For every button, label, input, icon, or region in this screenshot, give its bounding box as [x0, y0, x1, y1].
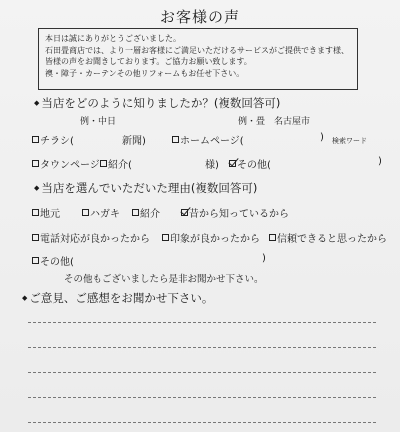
option-referral-q2[interactable]: [132, 205, 160, 220]
option-homepage-label: ホームページ(: [180, 136, 244, 147]
comment-line-2[interactable]: [28, 347, 376, 348]
search-word-label: 検索ワード: [332, 137, 367, 145]
checkbox-local[interactable]: [32, 209, 39, 216]
other-note: その他もございましたら是非お聞かせ下さい。: [64, 274, 264, 285]
question-2-label: 当店を選んでいただいた理由(複数回答可): [41, 181, 258, 195]
notice-box: [38, 28, 358, 90]
notice-line-3: 皆様の声をお聞きしております。ご協力お願い致します。: [45, 57, 252, 66]
checkbox-flyer[interactable]: [32, 136, 39, 143]
option-impression-label: 印象が良かったから: [170, 234, 260, 245]
checkbox-other-q2[interactable]: [32, 257, 39, 264]
question-2: [34, 180, 257, 196]
question-1-label: 当店をどのように知りましたか？(複数回答可): [41, 96, 281, 110]
option-phone[interactable]: [32, 230, 150, 245]
notice-line-1: 本日は誠にありがとうございました。: [45, 34, 181, 43]
option-other-q2-close: ): [262, 253, 266, 264]
checkbox-referral[interactable]: [100, 160, 107, 167]
checkbox-townpage[interactable]: [32, 160, 39, 167]
notice-line-4: 襖・障子・カーテンその他リフォームもお任せ下さい。: [45, 68, 245, 78]
checkbox-trust[interactable]: [269, 234, 276, 241]
option-trust[interactable]: [269, 230, 387, 245]
checkbox-other-q1[interactable]: [229, 160, 236, 167]
bullet-icon: ◆: [22, 294, 28, 302]
option-postcard[interactable]: [82, 205, 120, 220]
checkbox-phone[interactable]: [32, 234, 39, 241]
option-referral-close: 様): [205, 160, 219, 171]
option-phone-label: 電話対応が良かったから: [40, 234, 150, 245]
checkbox-postcard[interactable]: [82, 209, 89, 216]
question-3-label: ご意見、ご感想をお聞かせ下さい。: [29, 291, 214, 305]
checkbox-long-known[interactable]: [181, 209, 188, 216]
option-flyer-label: チラシ(: [40, 136, 74, 147]
option-townpage-label: タウンページ: [40, 160, 100, 171]
option-long-known[interactable]: [181, 205, 289, 220]
checkbox-impression[interactable]: [162, 234, 169, 241]
option-flyer-close: 新聞): [122, 136, 146, 147]
option-referral-q2-label: 紹介: [140, 209, 160, 220]
comment-line-3[interactable]: [28, 372, 376, 373]
example-search: 例・畳 名古屋市: [238, 117, 311, 127]
option-referral-label: 紹介(: [108, 160, 132, 171]
question-3: [22, 290, 213, 306]
option-other-q1-label: その他(: [237, 160, 271, 171]
option-homepage-close: ): [320, 132, 324, 143]
notice-line-2: 石田畳商店では、より一層お客様にご満足いただけるサービスがご提供できます様、: [45, 45, 349, 55]
option-other-q1[interactable]: [229, 156, 271, 171]
option-referral[interactable]: [100, 156, 132, 171]
option-local-label: 地元: [40, 209, 60, 220]
comment-line-1[interactable]: [28, 322, 376, 323]
option-local[interactable]: [32, 205, 60, 220]
bullet-icon: ◆: [34, 99, 40, 107]
option-flyer[interactable]: [32, 132, 74, 147]
comment-line-4[interactable]: [28, 397, 376, 398]
option-homepage[interactable]: [172, 132, 244, 147]
option-other-q2-label: その他(: [40, 257, 74, 268]
option-other-q2[interactable]: [32, 253, 74, 268]
question-1: [34, 95, 280, 111]
survey-title: お客様の声: [159, 8, 240, 26]
example-newspaper: 例・中日: [80, 117, 117, 127]
option-other-q1-close: ): [378, 156, 382, 167]
checkbox-homepage[interactable]: [172, 136, 179, 143]
checkbox-referral-q2[interactable]: [132, 209, 139, 216]
option-long-known-label: 昔から知っているから: [189, 209, 289, 220]
bullet-icon: ◆: [34, 184, 40, 192]
option-trust-label: 信頼できると思ったから: [277, 234, 387, 245]
option-postcard-label: ハガキ: [90, 209, 120, 220]
option-townpage[interactable]: [32, 156, 100, 171]
option-impression[interactable]: [162, 230, 260, 245]
comment-line-5[interactable]: [28, 422, 376, 423]
